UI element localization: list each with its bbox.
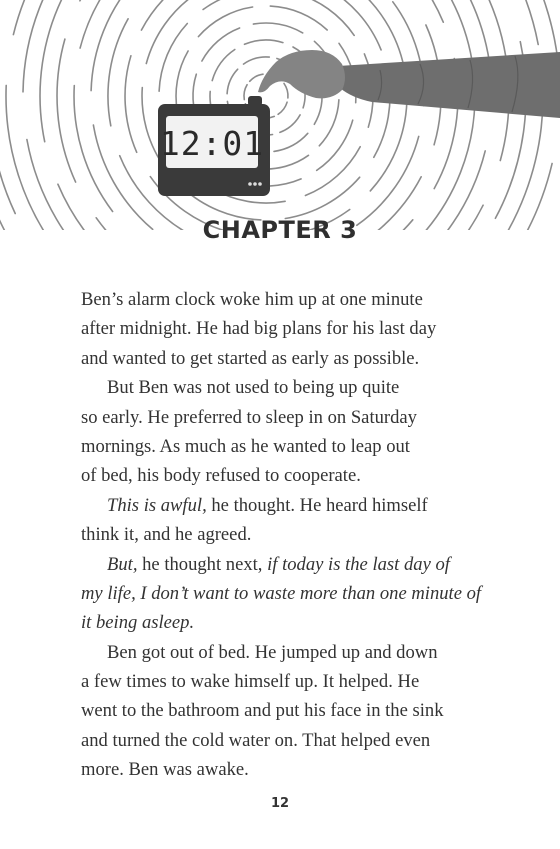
sound-wave-arc [176,51,188,112]
text-line [81,550,491,579]
text-segment: Ben’s alarm clock woke him up at one minute [81,289,423,310]
text-line [81,461,491,490]
sound-wave-arc [317,120,353,170]
text-line [81,344,491,373]
alarm-illustration [0,0,560,230]
text-line [81,638,491,667]
text-segment: after midnight. He had big plans for his last day [81,318,437,340]
italic-text: This is awful, [107,494,207,516]
sound-wave-arc [125,56,137,153]
sound-wave-arc [244,57,270,64]
sound-wave-arc [0,87,10,230]
sound-wave-arc [0,0,6,159]
sound-wave-arc [476,99,543,230]
sound-wave-arc [280,115,300,132]
sound-wave-arc [423,101,475,230]
sound-wave-arc [74,86,113,212]
sleeve-icon [338,52,560,118]
hand-icon [258,50,345,98]
text-segment: went to the bathroom and put his face in the sink [81,700,444,722]
sound-waves-icon [0,0,560,230]
sound-wave-arc [202,28,240,61]
sound-wave-arc [0,0,69,23]
italic-text: if today is the last day of [267,553,450,575]
text-segment: mornings. As much as he wanted to leap out [81,435,410,457]
sound-wave-arc [270,6,327,30]
text-line [81,373,491,402]
text-line [81,285,491,314]
page-number: 12 [270,796,290,811]
italic-text: my life, I don’t want to waste more than one minute of [81,582,482,604]
text-segment: and wanted to get started as early as possible. [81,347,420,369]
sound-wave-arc [274,133,308,151]
clock-display: 12:01 [159,123,265,163]
text-line [81,403,491,432]
sound-wave-arc [93,125,152,229]
sound-wave-arc [227,69,238,94]
text-line [81,696,491,725]
text-segment: Ben got out of bed. He jumped up and down [107,641,438,663]
text-segment: of bed, his body refused to cooperate. [81,465,361,487]
text-line [81,520,491,549]
sound-wave-arc [198,7,252,37]
body-text [81,285,491,785]
sound-wave-arc [141,0,213,30]
text-segment: he thought. He heard himself [206,494,428,516]
sound-wave-arc [57,39,76,182]
sound-wave-arc [244,85,247,100]
sound-wave-arc [212,50,235,81]
text-segment: think it, and he agreed. [81,524,252,546]
text-segment: so early. He preferred to sleep in on Saturday [81,406,417,428]
sound-wave-arc [23,0,83,92]
text-line [81,491,491,520]
sound-wave-arc [285,177,359,218]
sound-wave-arc [253,23,302,33]
sound-wave-arc [245,40,283,44]
text-line [81,726,491,755]
sound-wave-arc [294,0,354,35]
sound-wave-arc [278,102,287,114]
sound-wave-arc [357,136,419,225]
italic-text: But, [107,553,138,575]
text-line [81,579,491,608]
sound-wave-arc [400,0,472,60]
sound-wave-arc [324,0,381,50]
italic-text: it being asleep. [81,612,195,634]
text-segment: he thought next, [137,553,268,575]
sound-wave-arc [250,74,263,81]
sound-wave-arc [305,147,360,196]
sound-wave-arc [284,83,288,98]
text-segment: a few times to wake himself up. It helped. He [81,671,420,693]
sound-wave-arc [319,100,339,146]
sound-wave-arc [91,0,136,91]
text-line [81,432,491,461]
text-segment: and turned the cold water on. That helped even [81,729,431,751]
text-line [81,314,491,343]
sound-wave-arc [6,85,61,230]
chapter-title: CHAPTER 3 [202,216,358,244]
text-line [81,608,491,637]
sound-wave-arc [40,0,67,142]
text-line [81,667,491,696]
sound-wave-arc [80,0,185,1]
text-segment: more. Ben was awake. [81,759,249,781]
text-line [81,755,491,784]
sound-wave-arc [159,24,187,92]
sound-wave-arc [203,0,274,10]
sound-wave-arc [0,0,29,95]
text-segment: But Ben was not used to being up quite [107,377,400,399]
